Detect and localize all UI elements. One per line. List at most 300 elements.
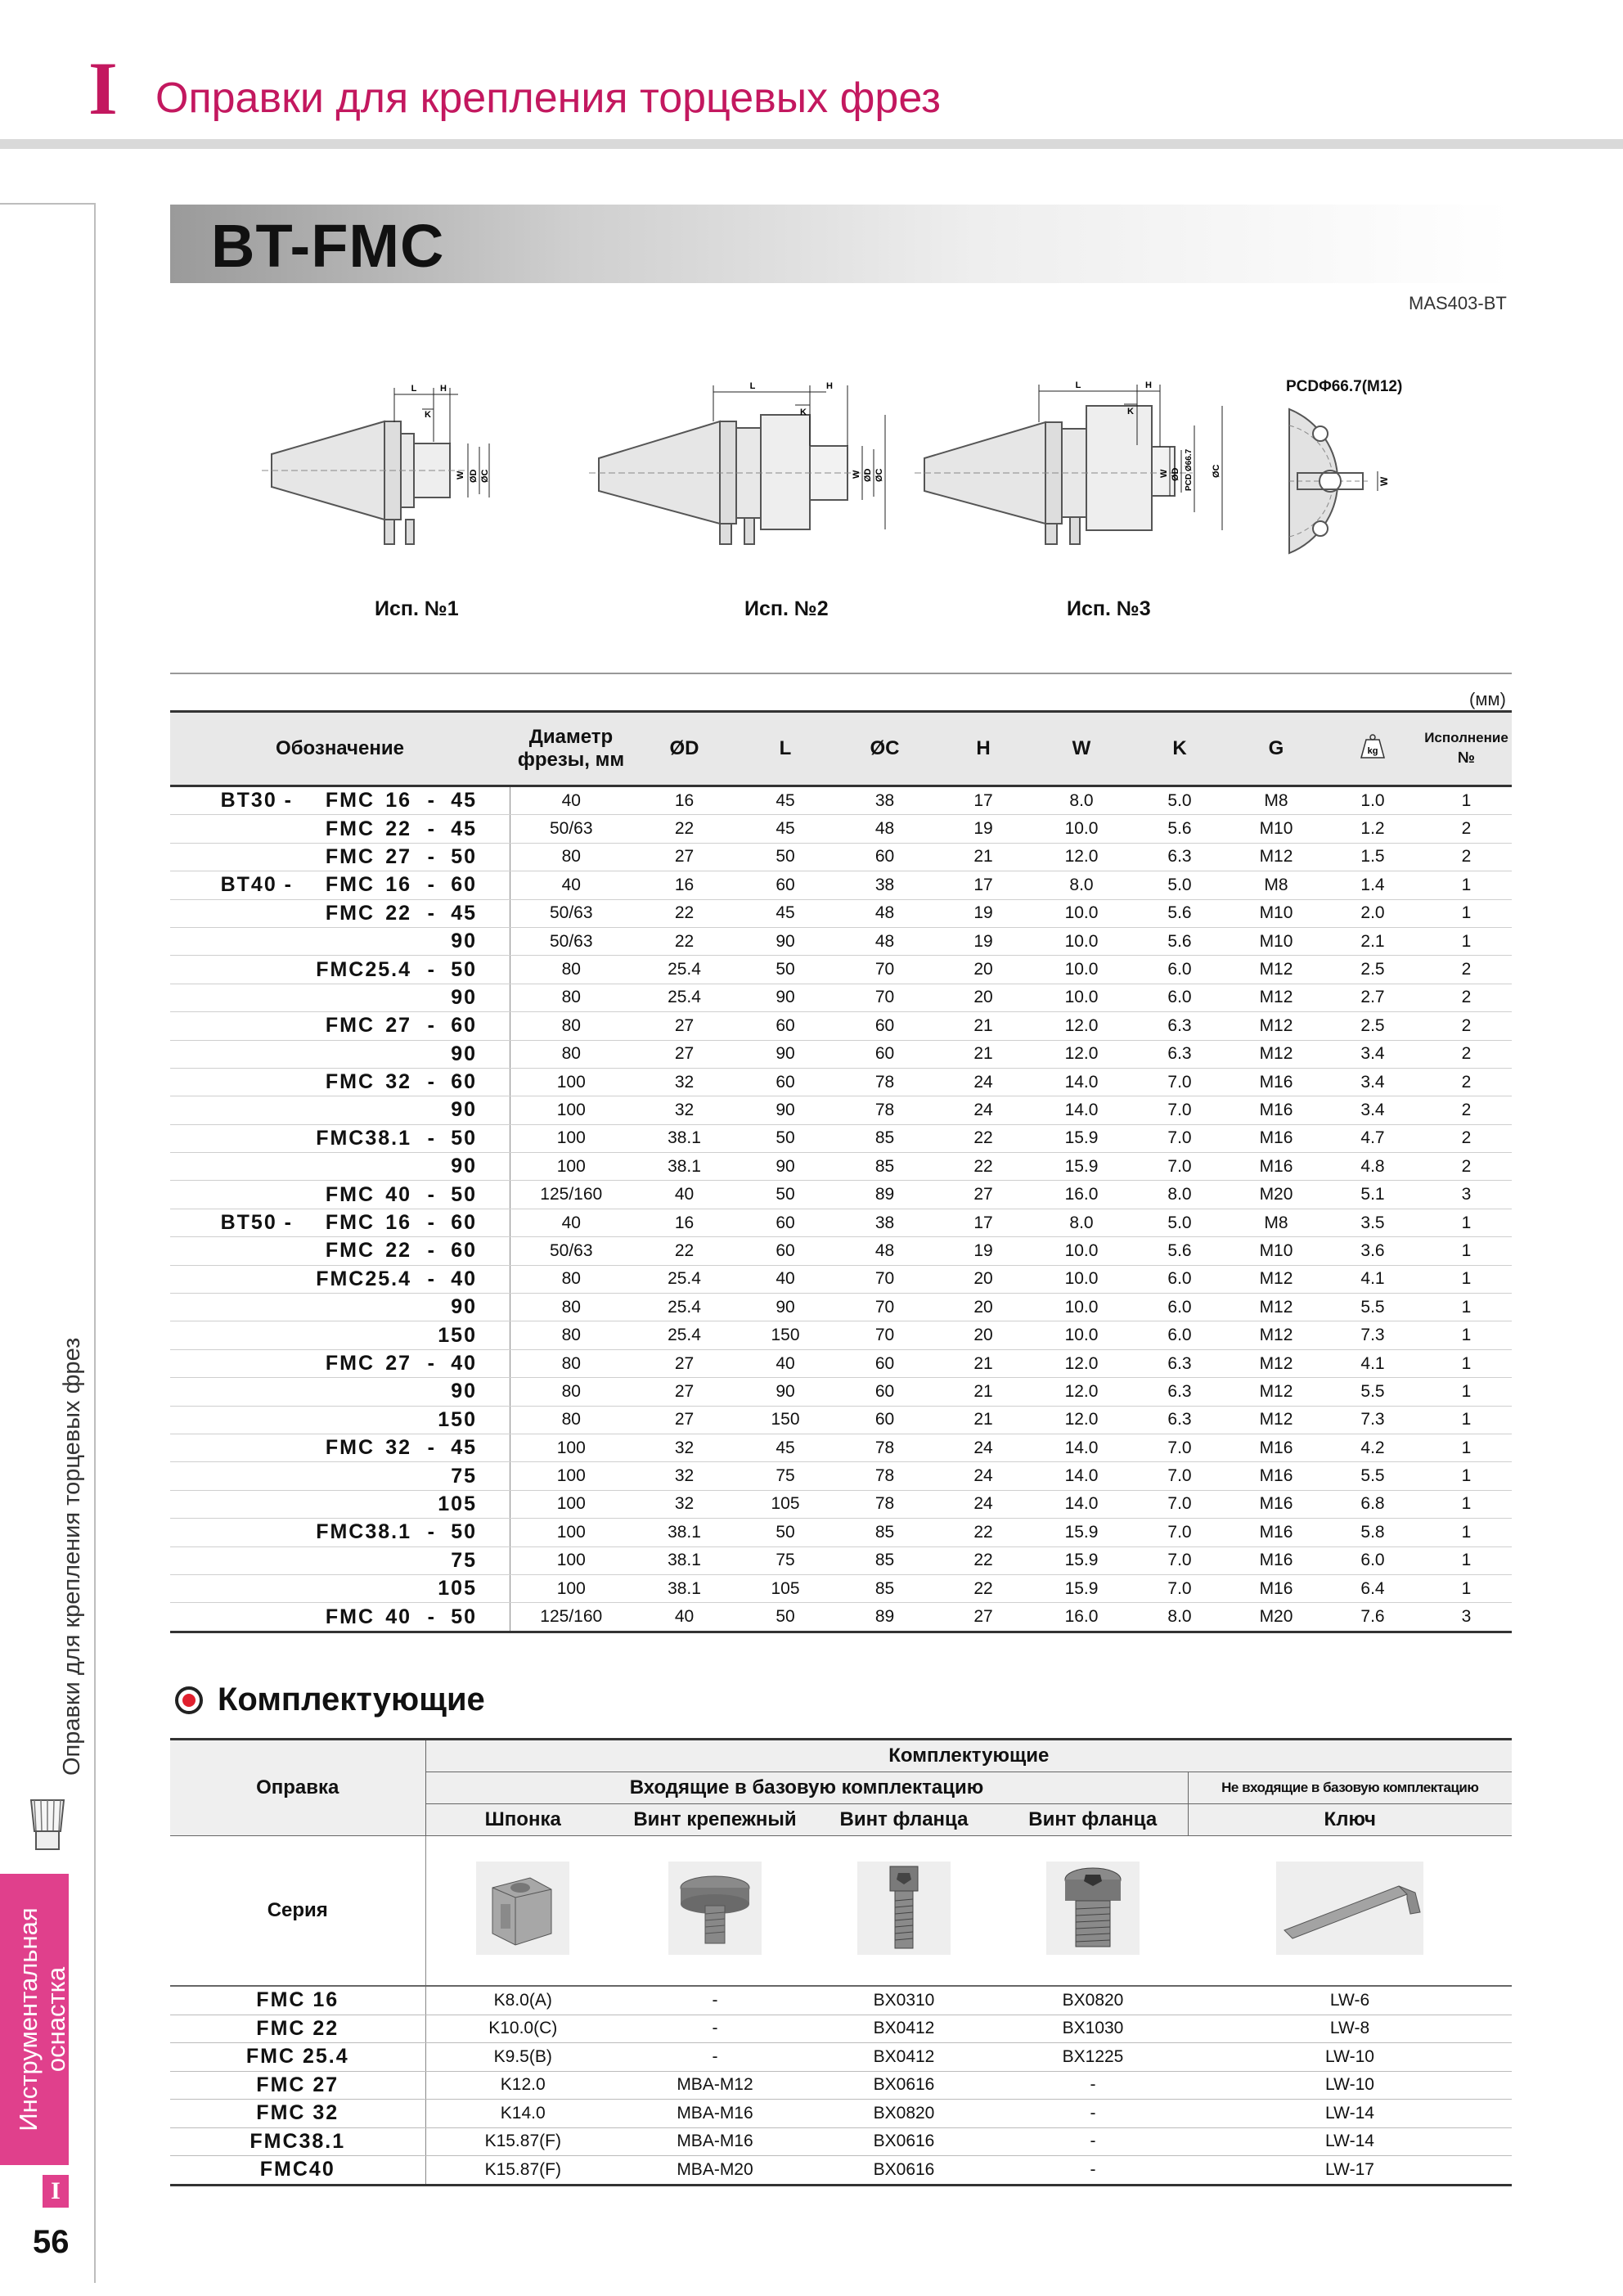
cell-h: 19	[935, 899, 1032, 927]
acc-cell-flange2: BX0820	[998, 1986, 1188, 2015]
table-row	[170, 1153, 1512, 1181]
acc-col-included: Входящие в базовую комплектацию	[425, 1772, 1188, 1804]
cell-h: 21	[935, 1040, 1032, 1068]
cell-l: 40	[736, 1265, 834, 1293]
designation-cell	[170, 1546, 510, 1574]
acc-cell-clamp: -	[620, 2015, 810, 2043]
designation-separator: -	[427, 817, 436, 840]
cell-d: 32	[632, 1096, 736, 1124]
cell-k: 8.0	[1131, 1603, 1228, 1632]
cell-k: 6.0	[1131, 984, 1228, 1011]
cell-l: 90	[736, 1096, 834, 1124]
svg-text:kg: kg	[1367, 745, 1378, 756]
cell-l: 60	[736, 1209, 834, 1236]
designation-length: 150	[438, 1323, 477, 1347]
designation-length: 45	[451, 789, 477, 813]
category-tab-label: Инструментальная оснастка	[14, 1907, 70, 2132]
header-rule	[0, 139, 1623, 149]
cell-kg: 1.0	[1324, 786, 1421, 815]
designation-length: 45	[451, 1436, 477, 1460]
cell-var: 1	[1421, 1406, 1512, 1434]
designation-cell	[170, 1068, 510, 1096]
cell-kg: 2.1	[1324, 927, 1421, 955]
cell-dia: 100	[510, 1434, 632, 1461]
cell-d: 27	[632, 1378, 736, 1406]
cell-g: M12	[1228, 1378, 1324, 1406]
cell-d: 27	[632, 843, 736, 871]
cell-g: M20	[1228, 1603, 1324, 1632]
designation-length: 40	[451, 1352, 477, 1375]
designation-cell	[170, 1209, 510, 1236]
cell-kg: 3.4	[1324, 1096, 1421, 1124]
cell-var: 1	[1421, 899, 1512, 927]
acc-col-key-insert: Шпонка	[425, 1804, 620, 1836]
cell-c: 78	[834, 1068, 935, 1096]
acc-cell-key: K10.0(C)	[425, 2015, 620, 2043]
cell-c: 70	[834, 1294, 935, 1321]
cell-var: 1	[1421, 1490, 1512, 1518]
cell-w: 10.0	[1032, 899, 1131, 927]
designation-size: 22	[385, 817, 411, 840]
accessories-table-body	[170, 1836, 1512, 2186]
cell-g: M12	[1228, 984, 1324, 1011]
cell-g: M10	[1228, 815, 1324, 843]
cell-dia: 50/63	[510, 1237, 632, 1265]
table-row	[170, 1349, 1512, 1377]
designation-cell	[170, 1040, 510, 1068]
designation-length: 105	[438, 1577, 477, 1600]
cell-d: 22	[632, 815, 736, 843]
drawing-variant-2	[589, 372, 900, 569]
standard-label: MAS403-BT	[1409, 293, 1507, 313]
cell-var: 2	[1421, 1153, 1512, 1181]
acc-col-not-included: Не входящие в базовую комплектацию	[1188, 1772, 1512, 1804]
cell-w: 12.0	[1032, 1349, 1131, 1377]
cell-l: 50	[736, 1181, 834, 1209]
cell-h: 21	[935, 1349, 1032, 1377]
cell-var: 2	[1421, 1068, 1512, 1096]
cell-kg: 2.7	[1324, 984, 1421, 1011]
cell-w: 15.9	[1032, 1574, 1131, 1602]
designation-cell	[170, 1181, 510, 1209]
cell-kg: 6.8	[1324, 1490, 1421, 1518]
acc-cell-flange1: BX0412	[810, 2043, 998, 2072]
cell-h: 20	[935, 956, 1032, 984]
cell-k: 7.0	[1131, 1574, 1228, 1602]
designation-cell	[170, 1406, 510, 1434]
svg-text:ØC: ØC	[480, 469, 490, 483]
designation-cell	[170, 1462, 510, 1490]
designation-size: 16	[385, 789, 411, 813]
cell-c: 85	[834, 1574, 935, 1602]
cell-kg: 1.4	[1324, 871, 1421, 899]
designation-cell	[170, 815, 510, 843]
cell-l: 50	[736, 1124, 834, 1152]
designation-size: 16	[385, 873, 411, 897]
cell-k: 7.0	[1131, 1434, 1228, 1461]
cell-w: 14.0	[1032, 1068, 1131, 1096]
cell-d: 27	[632, 1040, 736, 1068]
designation-cell	[170, 1294, 510, 1321]
cell-dia: 100	[510, 1068, 632, 1096]
cell-kg: 5.5	[1324, 1294, 1421, 1321]
cell-l: 50	[736, 956, 834, 984]
cell-c: 89	[834, 1181, 935, 1209]
cell-w: 15.9	[1032, 1124, 1131, 1152]
cell-g: M12	[1228, 843, 1324, 871]
designation-family: FMC	[325, 1436, 375, 1460]
collet-icon	[25, 1792, 70, 1859]
cell-c: 78	[834, 1462, 935, 1490]
acc-cell-flange1: BX0616	[810, 2071, 998, 2100]
acc-col-clamp-screw: Винт крепежный	[620, 1804, 810, 1836]
cell-w: 10.0	[1032, 1237, 1131, 1265]
table-row	[170, 1462, 1512, 1490]
cell-h: 21	[935, 1012, 1032, 1040]
socket-screw-large-icon	[1040, 1855, 1146, 1961]
cell-w: 15.9	[1032, 1153, 1131, 1181]
designation-cell	[170, 843, 510, 871]
cell-kg: 7.6	[1324, 1603, 1421, 1632]
acc-image-row	[170, 1836, 1512, 1987]
cell-kg: 5.5	[1324, 1378, 1421, 1406]
cell-g: M16	[1228, 1096, 1324, 1124]
designation-separator: -	[427, 1070, 436, 1094]
cell-var: 1	[1421, 927, 1512, 955]
sidebar-section-text: Оправки для крепления торцевых фрез	[59, 1337, 85, 1776]
designation-separator: -	[427, 1126, 436, 1150]
cell-d: 38.1	[632, 1153, 736, 1181]
cell-w: 14.0	[1032, 1490, 1131, 1518]
cell-l: 60	[736, 1012, 834, 1040]
designation-length: 75	[451, 1464, 477, 1488]
designation-cell	[170, 927, 510, 955]
cell-l: 90	[736, 927, 834, 955]
acc-wrench-image	[1188, 1836, 1512, 1987]
designation-size: 16	[385, 1211, 411, 1235]
designation-cell	[170, 1321, 510, 1349]
designation-length: 40	[451, 1267, 477, 1290]
table-row	[170, 1434, 1512, 1461]
cell-h: 24	[935, 1096, 1032, 1124]
cell-l: 90	[736, 1040, 834, 1068]
acc-table-row	[170, 2127, 1512, 2156]
acc-cell-flange2: BX1225	[998, 2043, 1188, 2072]
designation-separator: -	[427, 1239, 436, 1263]
acc-cell-key: K15.87(F)	[425, 2156, 620, 2186]
cell-var: 1	[1421, 786, 1512, 815]
table-row	[170, 1603, 1512, 1632]
cell-dia: 80	[510, 1321, 632, 1349]
cell-dia: 125/160	[510, 1603, 632, 1632]
cell-g: M20	[1228, 1181, 1324, 1209]
accessories-table	[170, 1738, 1512, 2186]
cell-h: 19	[935, 927, 1032, 955]
table-row	[170, 1209, 1512, 1236]
cell-w: 12.0	[1032, 1378, 1131, 1406]
cell-k: 6.0	[1131, 1265, 1228, 1293]
cell-dia: 80	[510, 1349, 632, 1377]
cell-d: 27	[632, 1349, 736, 1377]
cell-d: 32	[632, 1068, 736, 1096]
designation-length: 90	[451, 1380, 477, 1403]
cell-c: 85	[834, 1519, 935, 1546]
acc-cell-clamp: MBA-M16	[620, 2127, 810, 2156]
acc-table-row	[170, 1986, 1512, 2015]
acc-cell-key: K15.87(F)	[425, 2127, 620, 2156]
table-row	[170, 1519, 1512, 1546]
cell-dia: 100	[510, 1096, 632, 1124]
cell-w: 12.0	[1032, 843, 1131, 871]
cell-g: M8	[1228, 871, 1324, 899]
designation-separator: -	[427, 1436, 436, 1460]
cell-var: 2	[1421, 1124, 1512, 1152]
table-row	[170, 1237, 1512, 1265]
acc-cell-clamp: MBA-M16	[620, 2100, 810, 2128]
acc-cell-flange2: -	[998, 2156, 1188, 2186]
cell-k: 6.0	[1131, 1294, 1228, 1321]
acc-series-cell: FMC 25.4	[170, 2043, 425, 2072]
cell-dia: 80	[510, 1040, 632, 1068]
designation-length: 45	[451, 817, 477, 840]
cell-g: M16	[1228, 1068, 1324, 1096]
cell-var: 1	[1421, 871, 1512, 899]
acc-series-label: Серия	[170, 1836, 425, 1987]
cell-h: 22	[935, 1124, 1032, 1152]
cell-w: 8.0	[1032, 871, 1131, 899]
cell-h: 20	[935, 1321, 1032, 1349]
cell-var: 1	[1421, 1546, 1512, 1574]
cell-k: 8.0	[1131, 1181, 1228, 1209]
designation-length: 150	[438, 1407, 477, 1431]
cell-c: 78	[834, 1096, 935, 1124]
cell-var: 2	[1421, 1040, 1512, 1068]
cell-w: 12.0	[1032, 1040, 1131, 1068]
cell-d: 16	[632, 1209, 736, 1236]
col-weight	[1324, 712, 1421, 786]
cell-h: 22	[935, 1153, 1032, 1181]
variant-2-caption: Исп. №2	[744, 597, 829, 620]
designation-length: 90	[451, 1295, 477, 1319]
table-row	[170, 956, 1512, 984]
cell-l: 75	[736, 1546, 834, 1574]
cell-k: 6.3	[1131, 1406, 1228, 1434]
cell-dia: 80	[510, 1265, 632, 1293]
cell-l: 45	[736, 786, 834, 815]
designation-separator: -	[427, 873, 436, 897]
table-row	[170, 1040, 1512, 1068]
cell-c: 85	[834, 1124, 935, 1152]
designation-prefix: BT40 -	[220, 873, 293, 897]
cell-kg: 4.1	[1324, 1265, 1421, 1293]
cell-var: 2	[1421, 843, 1512, 871]
cell-c: 70	[834, 1321, 935, 1349]
cell-dia: 100	[510, 1519, 632, 1546]
cell-w: 15.9	[1032, 1546, 1131, 1574]
cell-dia: 50/63	[510, 927, 632, 955]
cell-dia: 80	[510, 1378, 632, 1406]
cell-kg: 2.5	[1324, 956, 1421, 984]
cell-dia: 100	[510, 1153, 632, 1181]
cell-dia: 100	[510, 1574, 632, 1602]
table-row	[170, 1321, 1512, 1349]
cell-var: 2	[1421, 956, 1512, 984]
cell-l: 90	[736, 1378, 834, 1406]
designation-cell	[170, 1153, 510, 1181]
cell-d: 38.1	[632, 1519, 736, 1546]
table-row	[170, 1490, 1512, 1518]
cell-k: 6.3	[1131, 1012, 1228, 1040]
acc-col-group: Комплектующие	[425, 1740, 1512, 1772]
designation-length: 50	[451, 1182, 477, 1206]
cell-kg: 2.5	[1324, 1012, 1421, 1040]
section-title: BT-FMC	[211, 212, 445, 280]
cell-l: 105	[736, 1490, 834, 1518]
cell-l: 150	[736, 1321, 834, 1349]
designation-length: 105	[438, 1492, 477, 1515]
cell-k: 6.0	[1131, 956, 1228, 984]
cell-dia: 50/63	[510, 899, 632, 927]
designation-family: FMC	[325, 1239, 375, 1263]
cell-l: 45	[736, 899, 834, 927]
cell-l: 40	[736, 1349, 834, 1377]
col-l: L	[736, 712, 834, 786]
table-row	[170, 815, 1512, 843]
cell-w: 10.0	[1032, 927, 1131, 955]
cell-w: 14.0	[1032, 1096, 1131, 1124]
designation-family: FMC	[325, 1014, 375, 1038]
cell-var: 1	[1421, 1378, 1512, 1406]
acc-cell-flange1: BX0616	[810, 2156, 998, 2186]
cell-w: 8.0	[1032, 786, 1131, 815]
cell-dia: 80	[510, 843, 632, 871]
cell-dia: 80	[510, 956, 632, 984]
cell-c: 78	[834, 1434, 935, 1461]
designation-cell	[170, 1434, 510, 1461]
designation-family: FMC	[325, 1182, 375, 1206]
cell-var: 3	[1421, 1603, 1512, 1632]
cell-d: 25.4	[632, 1265, 736, 1293]
cell-dia: 100	[510, 1124, 632, 1152]
designation-length: 75	[451, 1548, 477, 1572]
designation-cell	[170, 899, 510, 927]
designation-family: FMC	[325, 901, 375, 925]
cell-w: 12.0	[1032, 1012, 1131, 1040]
cell-l: 90	[736, 1153, 834, 1181]
designation-length: 60	[451, 1014, 477, 1038]
table-row	[170, 1012, 1512, 1040]
acc-series-cell: FMC 16	[170, 1986, 425, 2015]
cell-dia: 40	[510, 871, 632, 899]
cell-kg: 7.3	[1324, 1321, 1421, 1349]
acc-series-cell: FMC40	[170, 2156, 425, 2186]
designation-size: 32	[385, 1436, 411, 1460]
designation-separator: -	[427, 957, 436, 981]
cell-g: M8	[1228, 786, 1324, 815]
cell-var: 1	[1421, 1265, 1512, 1293]
cell-l: 105	[736, 1574, 834, 1602]
cell-w: 10.0	[1032, 1294, 1131, 1321]
acc-cell-wrench: LW-8	[1188, 2015, 1512, 2043]
designation-size: 32	[385, 1070, 411, 1094]
cell-c: 60	[834, 843, 935, 871]
cell-h: 24	[935, 1462, 1032, 1490]
cell-l: 50	[736, 1603, 834, 1632]
acc-cell-flange1: BX0310	[810, 1986, 998, 2015]
acc-cell-flange2: -	[998, 2127, 1188, 2156]
acc-table-row	[170, 2043, 1512, 2072]
cell-g: M12	[1228, 1012, 1324, 1040]
cell-kg: 5.5	[1324, 1462, 1421, 1490]
acc-header-row-1	[170, 1740, 1512, 1772]
acc-cell-flange1: BX0820	[810, 2100, 998, 2128]
table-row	[170, 871, 1512, 899]
svg-text:H: H	[440, 384, 447, 394]
cell-dia: 40	[510, 1209, 632, 1236]
cell-g: M12	[1228, 956, 1324, 984]
cell-dia: 80	[510, 1012, 632, 1040]
designation-length: 45	[451, 901, 477, 925]
cell-k: 5.6	[1131, 899, 1228, 927]
chapter-roman-numeral: I	[88, 47, 118, 130]
cell-d: 38.1	[632, 1546, 736, 1574]
page-title: Оправки для крепления торцевых фрез	[155, 74, 941, 122]
weight-icon	[1356, 733, 1389, 759]
cell-h: 27	[935, 1603, 1032, 1632]
acc-cell-wrench: LW-10	[1188, 2043, 1512, 2072]
designation-cell	[170, 1124, 510, 1152]
svg-text:ØD: ØD	[469, 469, 479, 483]
table-top-rule	[170, 673, 1512, 674]
cell-w: 10.0	[1032, 1321, 1131, 1349]
cell-h: 21	[935, 1378, 1032, 1406]
cell-h: 22	[935, 1519, 1032, 1546]
designation-family: FMC	[325, 844, 375, 868]
cell-k: 7.0	[1131, 1124, 1228, 1152]
cell-var: 1	[1421, 1574, 1512, 1602]
cell-h: 19	[935, 1237, 1032, 1265]
cell-g: M8	[1228, 1209, 1324, 1236]
acc-cell-key: K14.0	[425, 2100, 620, 2128]
cell-kg: 3.5	[1324, 1209, 1421, 1236]
specifications-table	[170, 710, 1512, 1633]
acc-cell-clamp: -	[620, 1986, 810, 2015]
unit-label: (мм)	[1469, 689, 1506, 709]
svg-text:K: K	[425, 410, 431, 420]
designation-prefix: BT50 -	[220, 1211, 293, 1235]
sidebar-roman-numeral: I	[43, 2175, 69, 2208]
acc-cell-wrench: LW-14	[1188, 2100, 1512, 2128]
cell-g: M12	[1228, 1265, 1324, 1293]
cell-c: 48	[834, 899, 935, 927]
cell-c: 60	[834, 1349, 935, 1377]
cell-g: M16	[1228, 1153, 1324, 1181]
table-row	[170, 927, 1512, 955]
designation-length: 50	[451, 957, 477, 981]
cell-h: 24	[935, 1068, 1032, 1096]
cell-w: 16.0	[1032, 1181, 1131, 1209]
cell-kg: 3.4	[1324, 1068, 1421, 1096]
cell-g: M10	[1228, 927, 1324, 955]
cell-dia: 80	[510, 1406, 632, 1434]
cell-w: 15.9	[1032, 1519, 1131, 1546]
designation-length: 60	[451, 1211, 477, 1235]
acc-flange-screw-1-image	[810, 1836, 998, 1987]
designation-size: 40	[385, 1182, 411, 1206]
designation-cell	[170, 1519, 510, 1546]
cell-h: 24	[935, 1490, 1032, 1518]
cell-h: 17	[935, 786, 1032, 815]
